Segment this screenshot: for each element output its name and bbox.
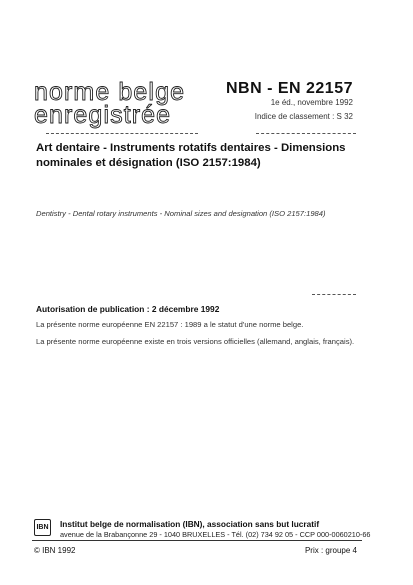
french-title: Art dentaire - Instruments rotatifs dentaires - Dimensions nominales et désignation (ISO 2157:1984) (36, 142, 346, 169)
ibn-logo: IBN (34, 519, 51, 536)
versions-paragraph: La présente norme européenne existe en trois versions officielles (allemand, anglais, français). (36, 337, 355, 346)
brand-line-1: norme belge (34, 78, 186, 106)
english-title: Dentistry - Dental rotary instruments - Nominal sizes and designation (ISO 2157:1984) (36, 209, 326, 218)
institute-address: avenue de la Brabançonne 29 - 1040 BRUXELLES - Tél. (02) 734 92 05 - CCP 000-0060210-66 (60, 530, 371, 539)
footer-divider (32, 540, 362, 541)
status-paragraph: La présente norme européenne EN 22157 : 1989 a le statut d'une norme belge. (36, 320, 304, 329)
brand-line-2: enregistrée (34, 101, 172, 129)
divider-line (256, 133, 356, 134)
standard-number: NBN - EN 22157 (225, 80, 353, 97)
edition-date: 1e éd., novembre 1992 (270, 98, 353, 107)
divider-line (312, 294, 356, 295)
copyright-notice: © IBN 1992 (34, 546, 76, 555)
divider-line (46, 133, 198, 134)
publication-approval: Autorisation de publication : 2 décembre 1992 (36, 304, 220, 314)
institute-name: Institut belge de normalisation (IBN), association sans but lucratif (60, 519, 320, 529)
price-group: Prix : groupe 4 (304, 546, 357, 555)
classification-index: Indice de classement : S 32 (254, 112, 353, 121)
